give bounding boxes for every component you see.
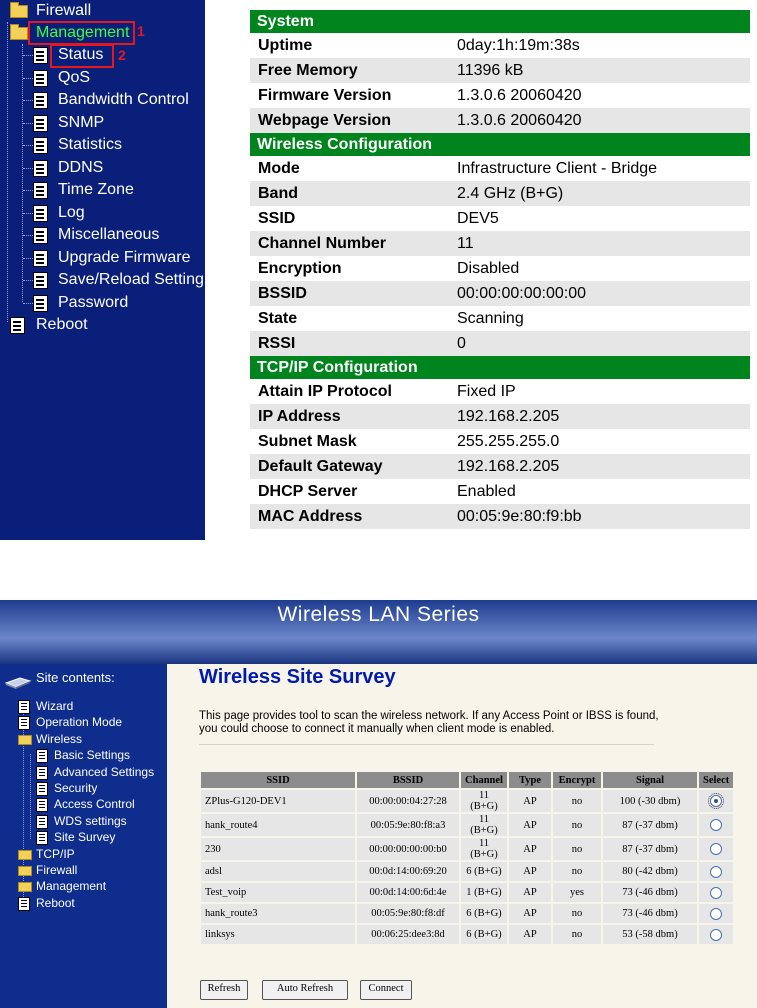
site-survey-table: [199, 770, 735, 946]
site-survey-panel: [167, 664, 757, 1008]
status-row: [250, 281, 750, 306]
step-marker-2: 2: [118, 47, 126, 63]
nav-label: Firewall: [36, 2, 92, 19]
page-icon: [33, 137, 48, 154]
column-header-bssid: BSSID: [357, 772, 459, 788]
status-value: Enabled: [457, 483, 516, 500]
status-key: Attain IP Protocol: [258, 383, 392, 400]
nav-label: Basic Settings: [54, 748, 131, 763]
status-row: [250, 181, 750, 206]
status-row: [250, 231, 750, 256]
select-radio[interactable]: [710, 795, 722, 807]
page-icon: [33, 160, 48, 177]
cell-bssid: 00:0d:14:00:6d:4e: [357, 883, 459, 902]
status-value: 2.4 GHz (B+G): [457, 185, 564, 202]
status-value: 0day:1h:19m:38s: [457, 37, 580, 54]
cell-select: [699, 814, 733, 836]
cell-ssid: hank_route4: [201, 814, 355, 836]
nav-label: SNMP: [58, 113, 105, 131]
select-radio[interactable]: [710, 929, 722, 941]
cell-signal: 100 (-30 dbm): [603, 790, 697, 812]
cell-select: [699, 925, 733, 944]
cell-encrypt: no: [553, 904, 601, 923]
status-key: Mode: [258, 160, 300, 177]
step-marker-1: 1: [137, 23, 145, 39]
nav-label: Wizard: [36, 699, 74, 713]
nav-label: Time Zone: [58, 181, 134, 198]
cell-type: AP: [509, 904, 551, 923]
cell-channel: 6 (B+G): [461, 862, 507, 881]
status-key: Band: [258, 185, 298, 202]
status-value: 1.3.0.6 20060420: [457, 112, 582, 129]
nav-label: Management: [36, 24, 130, 41]
cell-channel: 1 (B+G): [461, 883, 507, 902]
column-header-ssid: SSID: [201, 772, 355, 788]
page-title: Wireless Site Survey: [199, 666, 396, 688]
folder-icon: [18, 882, 32, 892]
status-row: [250, 58, 750, 83]
nav-label: Site Survey: [54, 830, 116, 845]
cell-bssid: 00:0d:14:00:69:20: [357, 862, 459, 881]
status-row: [250, 306, 750, 331]
cell-ssid: 230: [201, 838, 355, 860]
status-value: Infrastructure Client - Bridge: [457, 160, 658, 177]
page-description: This page provides tool to scan the wireless network. If any Access Point or IBSS is found, you could choose to connect it manually when client mode is enabled.: [199, 710, 659, 735]
status-row: [250, 206, 750, 231]
cell-channel: 11 (B+G): [461, 790, 507, 812]
status-row: [250, 156, 750, 181]
cell-bssid: 00:05:9e:80:f8:df: [357, 904, 459, 923]
nav-label: Statistics: [58, 136, 123, 153]
page-icon: [33, 182, 48, 199]
status-key: MAC Address: [258, 508, 363, 525]
table-row: [201, 862, 733, 881]
cell-signal: 87 (-37 dbm): [603, 814, 697, 836]
status-key: Channel Number: [258, 235, 387, 252]
cell-type: AP: [509, 838, 551, 860]
select-radio[interactable]: [710, 819, 722, 831]
status-key: State: [258, 310, 298, 327]
column-header-select: Select: [699, 772, 733, 788]
auto-refresh-button[interactable]: Auto Refresh: [262, 980, 348, 1000]
column-header-signal: Signal: [603, 772, 697, 788]
status-value: 255.255.255.0: [457, 433, 560, 450]
status-panel: [250, 10, 750, 529]
cell-channel: 6 (B+G): [461, 925, 507, 944]
status-value: 11: [457, 235, 474, 252]
page-icon: [18, 716, 30, 730]
status-row: [250, 479, 750, 504]
cell-type: AP: [509, 862, 551, 881]
status-value: Disabled: [457, 260, 520, 277]
nav-label: DDNS: [58, 158, 104, 176]
status-key: DHCP Server: [258, 483, 358, 500]
table-header-row: [201, 772, 733, 788]
status-value: 0: [457, 335, 466, 352]
cell-channel: 6 (B+G): [461, 904, 507, 923]
nav-label: Password: [58, 293, 129, 311]
table-row: [201, 814, 733, 836]
highlight-box-management: [28, 21, 135, 45]
site-survey-screenshot: [0, 600, 757, 1008]
page-icon: [33, 227, 48, 244]
status-value: 11396 kB: [457, 62, 524, 79]
section-header: Wireless Configuration: [250, 133, 750, 156]
cell-ssid: Test_voip: [201, 883, 355, 902]
nav-label: Advanced Settings: [54, 764, 155, 779]
status-row: [250, 256, 750, 281]
page-icon: [33, 70, 48, 87]
page-icon: [33, 295, 48, 312]
header-banner: [0, 600, 757, 664]
nav-label: Operation Mode: [36, 715, 123, 730]
cell-select: [699, 883, 733, 902]
table-row: [201, 790, 733, 812]
tree-line: [30, 754, 31, 839]
cell-ssid: linksys: [201, 925, 355, 944]
status-row: [250, 404, 750, 429]
status-value: 192.168.2.205: [457, 408, 560, 425]
column-header-type: Type: [509, 772, 551, 788]
status-key: RSSI: [258, 335, 296, 352]
cell-encrypt: no: [553, 862, 601, 881]
cell-ssid: hank_route3: [201, 904, 355, 923]
page-icon: [33, 250, 48, 267]
page-icon: [36, 782, 48, 796]
cell-ssid: ZPlus-G120-DEV1: [201, 790, 355, 812]
cell-type: AP: [509, 925, 551, 944]
nav-label: Security: [54, 781, 98, 795]
status-key: Firmware Version: [258, 87, 392, 104]
status-value: Fixed IP: [457, 383, 516, 400]
cell-signal: 73 (-46 dbm): [603, 883, 697, 902]
highlight-box-status: [50, 44, 114, 68]
site-contents-label: Site contents:: [36, 670, 115, 685]
open-folder-icon: [10, 27, 28, 40]
status-value: 00:05:9e:80:f9:bb: [457, 508, 582, 525]
tree-line: [7, 22, 8, 322]
select-radio[interactable]: [710, 843, 722, 855]
table-row: [201, 904, 733, 923]
page-icon: [33, 115, 48, 132]
page-icon: [18, 897, 30, 911]
divider: [199, 744, 654, 745]
status-key: Free Memory: [258, 62, 358, 79]
table-row: [201, 925, 733, 944]
select-radio[interactable]: [710, 908, 722, 920]
cell-signal: 73 (-46 dbm): [603, 904, 697, 923]
nav-label: Save/Reload Setting: [58, 271, 204, 288]
nav-label: Log: [58, 203, 85, 221]
status-key: SSID: [258, 210, 296, 227]
page-icon: [36, 798, 48, 812]
router-icon: [4, 676, 32, 690]
status-row: [250, 108, 750, 133]
cell-encrypt: no: [553, 814, 601, 836]
status-row: [250, 83, 750, 108]
page-icon: [33, 92, 48, 109]
page-icon: [36, 766, 48, 780]
status-value: 192.168.2.205: [457, 458, 560, 475]
folder-icon: [18, 735, 32, 745]
cell-encrypt: yes: [553, 883, 601, 902]
status-key: Default Gateway: [258, 458, 383, 475]
select-radio[interactable]: [710, 866, 722, 878]
tree-line: [22, 44, 23, 302]
nav-label: QoS: [58, 68, 91, 86]
table-row: [201, 883, 733, 902]
select-radio[interactable]: [710, 887, 722, 899]
nav-label: WDS settings: [54, 813, 127, 828]
cell-channel: 11 (B+G): [461, 814, 507, 836]
nav-label: Miscellaneous: [58, 226, 160, 243]
top-sidebar: [0, 0, 205, 540]
status-key: Webpage Version: [258, 112, 392, 129]
section-header: TCP/IP Configuration: [250, 356, 750, 379]
status-value: DEV5: [457, 210, 499, 227]
status-value: 00:00:00:00:00:00: [457, 285, 587, 302]
cell-signal: 80 (-42 dbm): [603, 862, 697, 881]
page-icon: [36, 831, 48, 845]
status-row: [250, 379, 750, 404]
cell-bssid: 00:00:00:00:00:b0: [357, 838, 459, 860]
nav-label: Upgrade Firmware: [58, 248, 191, 266]
nav-label: Access Control: [54, 797, 135, 812]
cell-select: [699, 790, 733, 812]
folder-icon: [18, 866, 32, 876]
cell-select: [699, 838, 733, 860]
status-row: [250, 454, 750, 479]
nav-label: TCP/IP: [36, 846, 75, 861]
folder-icon: [10, 5, 28, 18]
banner-title: Wireless LAN Series: [277, 603, 480, 626]
page-icon: [33, 272, 48, 289]
bottom-sidebar: [0, 664, 167, 1008]
cell-bssid: 00:00:00:04:27:28: [357, 790, 459, 812]
nav-label: Management: [36, 879, 107, 894]
cell-bssid: 00:05:9e:80:f8:a3: [357, 814, 459, 836]
nav-label: Reboot: [36, 316, 88, 333]
cell-channel: 11 (B+G): [461, 838, 507, 860]
cell-bssid: 00:06:25:dee3:8d: [357, 925, 459, 944]
nav-label: Status: [58, 46, 104, 63]
status-key: BSSID: [258, 285, 307, 302]
status-key: Subnet Mask: [258, 433, 357, 450]
status-value: Scanning: [457, 310, 524, 327]
cell-signal: 87 (-37 dbm): [603, 838, 697, 860]
cell-encrypt: no: [553, 925, 601, 944]
cell-encrypt: no: [553, 790, 601, 812]
cell-signal: 53 (-58 dbm): [603, 925, 697, 944]
nav-label: Firewall: [36, 863, 78, 877]
cell-ssid: adsl: [201, 862, 355, 881]
page-icon: [33, 205, 48, 222]
page-icon: [33, 47, 48, 64]
cell-type: AP: [509, 814, 551, 836]
cell-type: AP: [509, 790, 551, 812]
table-row: [201, 838, 733, 860]
refresh-button[interactable]: Refresh: [200, 980, 248, 1000]
column-header-channel: Channel: [461, 772, 507, 788]
cell-encrypt: no: [553, 838, 601, 860]
status-row: [250, 331, 750, 356]
nav-label: Reboot: [36, 895, 75, 910]
section-header: System: [250, 10, 750, 33]
status-key: Encryption: [258, 260, 342, 277]
status-row: [250, 33, 750, 58]
status-value: 1.3.0.6 20060420: [457, 87, 582, 104]
status-key: IP Address: [258, 408, 341, 425]
page-icon: [18, 700, 30, 714]
page-icon: [36, 749, 48, 763]
status-key: Uptime: [258, 37, 313, 54]
cell-select: [699, 904, 733, 923]
cell-type: AP: [509, 883, 551, 902]
connect-button[interactable]: Connect: [360, 980, 412, 1000]
status-row: [250, 504, 750, 529]
folder-icon: [18, 850, 32, 860]
cell-select: [699, 862, 733, 881]
page-icon: [36, 815, 48, 829]
nav-label: Wireless: [36, 731, 83, 746]
page-icon: [10, 317, 25, 334]
nav-label: Bandwidth Control: [58, 91, 189, 108]
column-header-encrypt: Encrypt: [553, 772, 601, 788]
status-row: [250, 429, 750, 454]
